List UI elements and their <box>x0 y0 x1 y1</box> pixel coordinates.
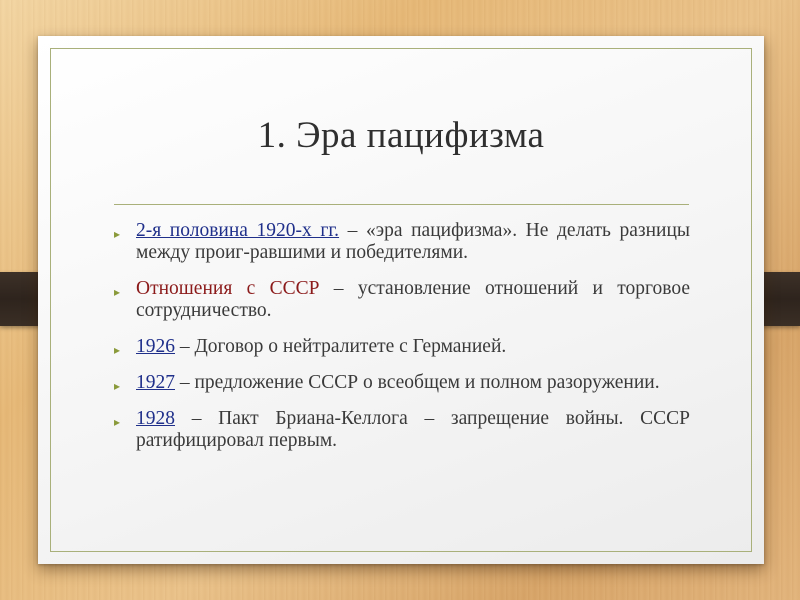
bullet-text: – Пакт Бриана-Келлога – запрещение войны. СССР ратифицировал первым. <box>136 408 690 451</box>
bullet-text: – предложение СССР о всеобщем и полном разоружении. <box>175 372 660 393</box>
bullet-text: – установление отношений и торговое сотрудничество. <box>136 278 690 321</box>
title-divider <box>114 204 689 205</box>
bullet-link[interactable]: 1927 <box>136 372 175 393</box>
bullet-item <box>114 336 690 358</box>
bullet-item <box>114 408 690 452</box>
bullet-list <box>114 220 690 466</box>
bullet-text: – Договор о нейтралитете с Германией. <box>175 336 507 357</box>
bullet-arrow-icon: ▸ <box>114 285 121 299</box>
bullet-item <box>114 220 690 264</box>
bullet-link[interactable]: 2-я половина 1920-х гг. <box>136 220 340 241</box>
slide <box>38 36 764 564</box>
bullet-text: – «эра пацифизма». Не делать разницы между проиг-равшими и победителями. <box>136 220 690 263</box>
bullet-arrow-icon: ▸ <box>114 343 121 357</box>
bullet-arrow-icon: ▸ <box>114 227 121 241</box>
bullet-arrow-icon: ▸ <box>114 379 121 393</box>
bullet-link[interactable]: 1928 <box>136 408 175 429</box>
bullet-heading: Отношения с СССР <box>136 278 320 299</box>
slide-title: 1. Эра пацифизма <box>257 115 545 156</box>
bullet-link[interactable]: 1926 <box>136 336 175 357</box>
bullet-item <box>114 278 690 322</box>
bullet-item <box>114 372 690 394</box>
bullet-arrow-icon: ▸ <box>114 415 121 429</box>
